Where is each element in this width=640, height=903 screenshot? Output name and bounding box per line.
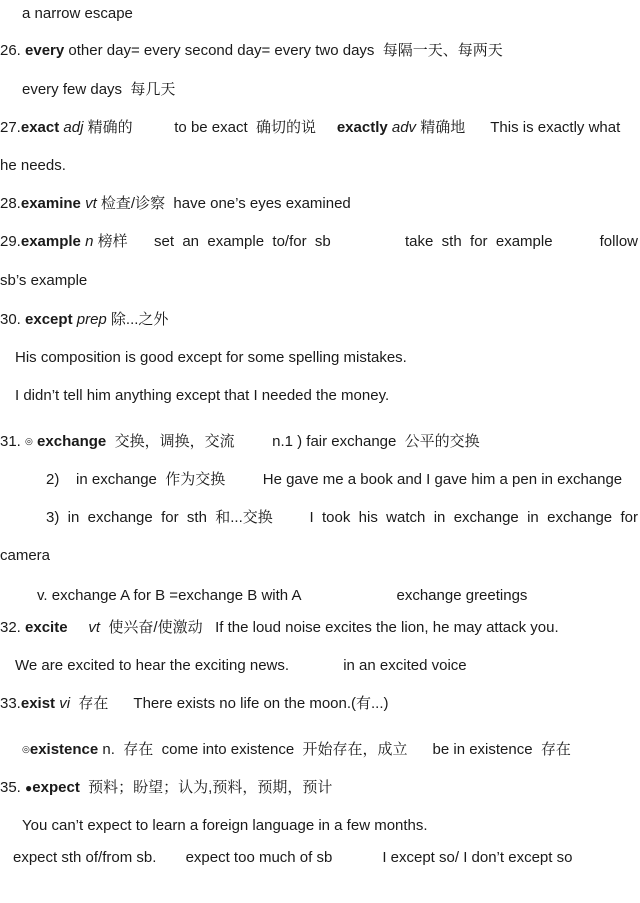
part-of-speech: vt	[80, 195, 97, 212]
bullet-icon: ●	[25, 781, 33, 795]
entry-text: 存在 There exists no life on the moon.(有...)	[70, 695, 389, 712]
entry-number: 26.	[0, 42, 26, 59]
headword: exist	[20, 695, 56, 712]
headword: except	[25, 311, 73, 328]
phrase-text: every few days 每几天	[22, 81, 176, 98]
phrase-line	[22, 80, 175, 100]
headword: exactly	[336, 119, 388, 136]
part-of-speech: prep	[72, 311, 107, 328]
continuation-line	[0, 156, 66, 176]
headword: expect	[32, 779, 80, 796]
entry-text: 精确的 to be exact 确切的说	[83, 119, 337, 136]
entry-35	[0, 778, 332, 798]
entry-number: 35.	[0, 779, 26, 796]
example-text: His composition is good except for some spelling mistakes.	[15, 349, 407, 366]
entry-27	[0, 118, 620, 138]
example-sentence	[15, 656, 467, 676]
entry-29	[0, 232, 640, 252]
headword: every	[25, 42, 65, 59]
continuation-line	[0, 546, 50, 566]
headword: example	[20, 233, 81, 250]
entry-text: 交换，调换，交流 n.1 ) fair exchange 公平的交换	[106, 433, 480, 450]
headword: exact	[20, 119, 60, 136]
part-of-speech: vt	[67, 619, 101, 636]
circle-mark-icon: ◎	[25, 436, 33, 446]
entry-28	[0, 194, 351, 214]
example-text: You can’t expect to learn a foreign language in a few months.	[22, 817, 428, 834]
entry-number: 30.	[0, 311, 26, 328]
sub-entry-text: 2) in exchange 作为交换 He gave me a book and I gave him a pen in exchange	[46, 471, 623, 488]
example-sentence	[15, 348, 407, 368]
entry-text: n. 存在 come into existence 开始存在，成立 be in existence 存在	[98, 741, 571, 758]
headword: excite	[25, 619, 68, 636]
entry-30	[0, 310, 168, 330]
entry-text: other day= every second day= every two days 每隔一天、每两天	[64, 42, 503, 59]
example-sentence	[15, 386, 389, 406]
headword: examine	[20, 195, 81, 212]
sub-entry	[46, 470, 622, 490]
phrase-text: expect sth of/from sb. expect too much of sb I except so/ I don’t except so	[13, 849, 573, 866]
entry-text: 榜样	[93, 233, 128, 250]
continuation-line	[0, 271, 87, 291]
phrase-text: take sth for example	[405, 233, 553, 250]
entry-text: 检查/诊察 have one’s eyes examined	[96, 195, 351, 212]
continuation-text: he needs.	[0, 157, 66, 174]
phrase-line	[13, 848, 572, 868]
sub-entry	[37, 586, 527, 606]
entry-number: 33.	[0, 695, 21, 712]
entry-26	[0, 41, 503, 61]
headword: exchange	[32, 433, 107, 450]
entry-text: 使兴奋/使激动 If the loud noise excites the lion, he may attack you.	[100, 619, 559, 636]
entry-number: 29.	[0, 233, 21, 250]
part-of-speech: adj	[59, 119, 84, 136]
sub-entry-text: v. exchange A for B =exchange B with A exchange greetings	[37, 587, 528, 604]
continuation-text: sb’s example	[0, 272, 88, 289]
entry-text: 预料；盼望；认为,预料，预期，预计	[79, 779, 333, 796]
entry-32	[0, 618, 559, 638]
entry-number: 31.	[0, 433, 26, 450]
circle-mark-icon: ◎	[22, 744, 30, 754]
phrase-text: follow	[599, 233, 638, 250]
entry-number: 28.	[0, 195, 21, 212]
entry-31	[0, 431, 480, 452]
entry-text: 精确地 This is exactly what	[416, 119, 621, 136]
continuation-text: camera	[0, 547, 51, 564]
sub-entry-text: I took his watch in exchange in exchange for	[309, 509, 638, 526]
example-sentence	[22, 816, 428, 836]
sub-entry	[46, 508, 638, 528]
part-of-speech: n	[80, 233, 94, 250]
sub-entry-text: 3) in exchange for sth 和...交换	[46, 509, 273, 526]
entry-number: 32.	[0, 619, 26, 636]
entry-text: 除...之外	[106, 311, 169, 328]
entry-number: 27.	[0, 119, 21, 136]
example-text: We are excited to hear the exciting news. in an excited voice	[15, 657, 467, 674]
entry-33	[0, 694, 389, 714]
phrase-text: set an example to/for sb	[154, 233, 331, 250]
part-of-speech: adv	[387, 119, 417, 136]
example-text: I didn’t tell him anything except that I needed the money.	[15, 387, 390, 404]
headword: existence	[29, 741, 99, 758]
sub-entry	[22, 739, 571, 760]
phrase-text: a narrow escape	[22, 5, 133, 22]
part-of-speech: vi	[55, 695, 71, 712]
phrase-line	[22, 4, 133, 24]
